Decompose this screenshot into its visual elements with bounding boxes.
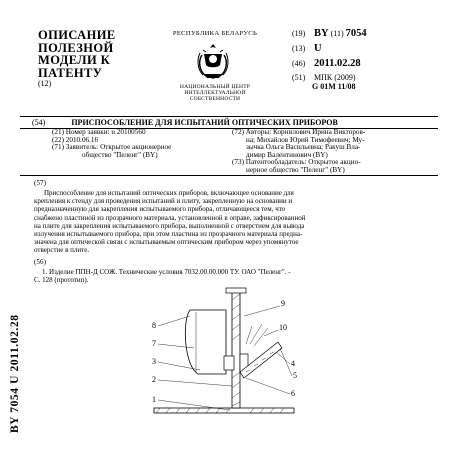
abstract-code: (57) <box>34 179 46 187</box>
biblio-right: (72) Авторы: Корнилович Ирина Викторов- на; Михайлов Юрий Тимофеевич; Му- зычка Ольга Васильевна; Ракуш Вла- димир Валентинович (BY) (73) Патентообладатель: Открытое акцио- нерное общество "Пеленг" (BY) <box>232 128 366 174</box>
references-code: (56) <box>34 258 46 266</box>
pub-kind-line: (13) U <box>292 43 322 54</box>
biblio-left: (21) Номер заявки: u 20100560 (22) 2010.06.16 (71) Заявитель: Открытое акционерное общество "Пеленг" (BY) <box>52 128 172 159</box>
invention-title: (54) ПРИСПОСОБЛЕНИЕ ДЛЯ ИСПЫТАНИЙ ОПТИЧЕСКИХ ПРИБОРОВ <box>32 118 338 127</box>
abstract: Приспособление для испытаний оптических приборов, включающее основание для крепления к стенду для проведения испытаний и плиту, закрепленную на основании и предназначенную для закрепления испытываемого прибора, отличающееся тем, что снабжено пластиной из прозрачного материала, установленной в оправе, зафиксированной на плите для закрепления испытываемого прибора, выполненной с отверстием для вывода излучения испытываемого прибора, при этом пластина из прозрачного материала предна- значена для оптической связи с испытываемым оптическим прибором через упомянутое отверстие в плите. <box>34 189 306 255</box>
side-document-id: BY 7054 U 2011.02.28 <box>9 314 21 433</box>
pub-ipc-line: (51) МПК (2009) <box>292 73 356 82</box>
fig-label-10: 10 <box>279 323 287 332</box>
publication-date: 2011.02.28 <box>314 58 361 69</box>
fig-label-7: 7 <box>152 339 156 348</box>
pub-date-line: (46) 2011.02.28 <box>292 58 361 69</box>
republic-name: РЕСПУБЛИКА БЕЛАРУСЬ <box>172 30 258 37</box>
state-emblem-icon <box>194 41 232 81</box>
fig-label-4: 4 <box>291 359 295 368</box>
title-line: ОПИСАНИЕ <box>38 28 116 42</box>
title-line: ПОЛЕЗНОЙ <box>38 40 114 55</box>
fig-label-2: 2 <box>152 375 156 384</box>
references: 1. Изделие ППН-Д СОЖ. Технические условия 7032.00.00.000 ТУ. ОАО "Пеленг". - С. 128 (прототип). <box>34 268 291 285</box>
pub-country-line: (19) BY (11) 7054 <box>292 28 367 39</box>
fig-label-3: 3 <box>152 357 156 366</box>
divider <box>20 175 438 176</box>
fig-label-5: 5 <box>293 371 297 380</box>
divider <box>20 116 438 117</box>
patent-figure <box>140 286 300 432</box>
document-title <box>38 29 158 79</box>
title-line: ПАТЕНТУ <box>38 65 103 80</box>
title-line: МОДЕЛИ К <box>38 53 111 68</box>
ipc-code: G 01M 11/08 <box>312 82 356 91</box>
fig-label-6: 6 <box>291 389 295 398</box>
kind-code: U <box>314 43 322 54</box>
fig-label-8: 8 <box>152 321 156 330</box>
ipc-label: МПК (2009) <box>314 73 356 82</box>
fig-label-1: 1 <box>152 395 156 404</box>
title-code: (12) <box>38 79 52 88</box>
fig-label-9: 9 <box>281 299 285 308</box>
national-center-name: НАЦИОНАЛЬНЫЙ ЦЕНТР ИНТЕЛЛЕКТУАЛЬНОЙ СОБСТВЕННОСТИ <box>179 84 251 103</box>
country-code: BY <box>314 28 329 39</box>
patent-number: 7054 <box>345 28 367 39</box>
